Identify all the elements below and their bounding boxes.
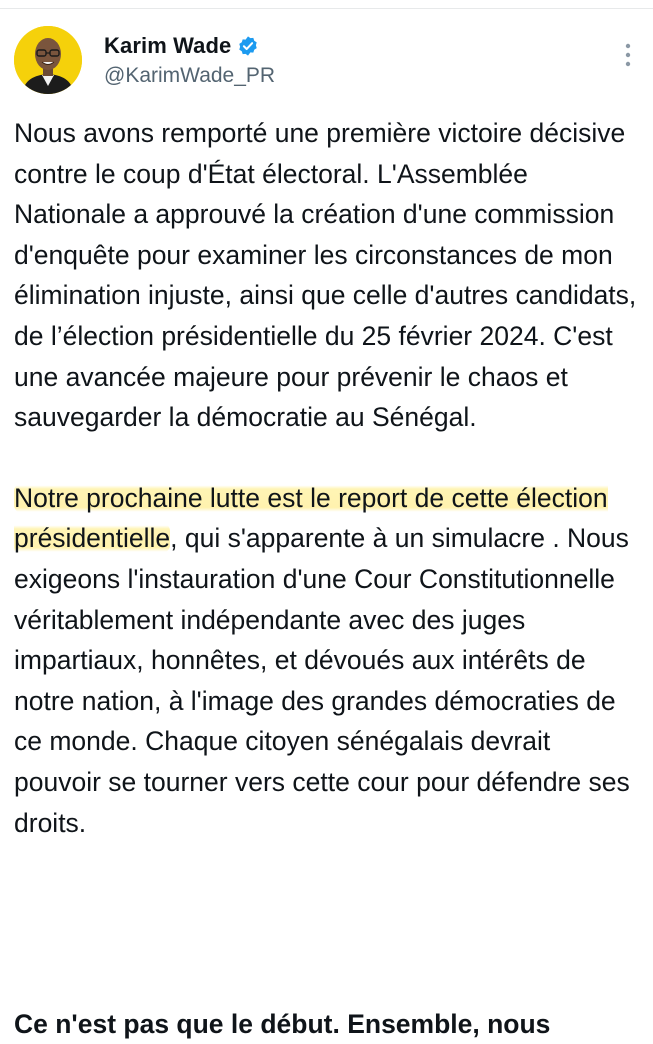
tweet-paragraph-2 [14, 478, 642, 843]
tweet-paragraph-2-rest: , qui s'apparente à un simulacre . Nous exigeons l'instauration d'une Cour Constitutionnelle véritablement indépendante avec des juges impartiaux, honnêtes, et dévoués aux intérêts de notre nation, à l'image des grandes démocraties de ce monde. Chaque citoyen sénégalais devrait pouvoir se tourner vers cette cour pour défendre ses droits. [14, 523, 630, 838]
more-options-icon[interactable] [621, 40, 635, 70]
verified-badge-icon [237, 35, 259, 57]
author-display-name[interactable]: Karim Wade [104, 33, 232, 58]
avatar[interactable] [14, 26, 82, 94]
tweet-text [14, 113, 642, 843]
tweet-header [14, 26, 639, 98]
tweet-paragraph-1: Nous avons remporté une première victoire décisive contre le coup d'État électoral. L'Assemblée Nationale a approuvé la création d'une commission d'enquête pour examiner les circonstances de mon élimination injuste, ainsi que celle d'autres candidats, de l’élection présidentielle du 25 février 2024. C'est une avancée majeure pour prévenir le chaos et sauvegarder la démocratie au Sénégal. [14, 118, 637, 433]
author-handle[interactable]: @KarimWade_PR [104, 64, 276, 87]
tweet-paragraph-3-partial: Ce n'est pas que le début. Ensemble, nous [14, 1009, 551, 1039]
top-divider [0, 8, 653, 9]
highlighted-text: Notre prochaine lutte est le report de cette élection présidentielle [14, 482, 608, 554]
